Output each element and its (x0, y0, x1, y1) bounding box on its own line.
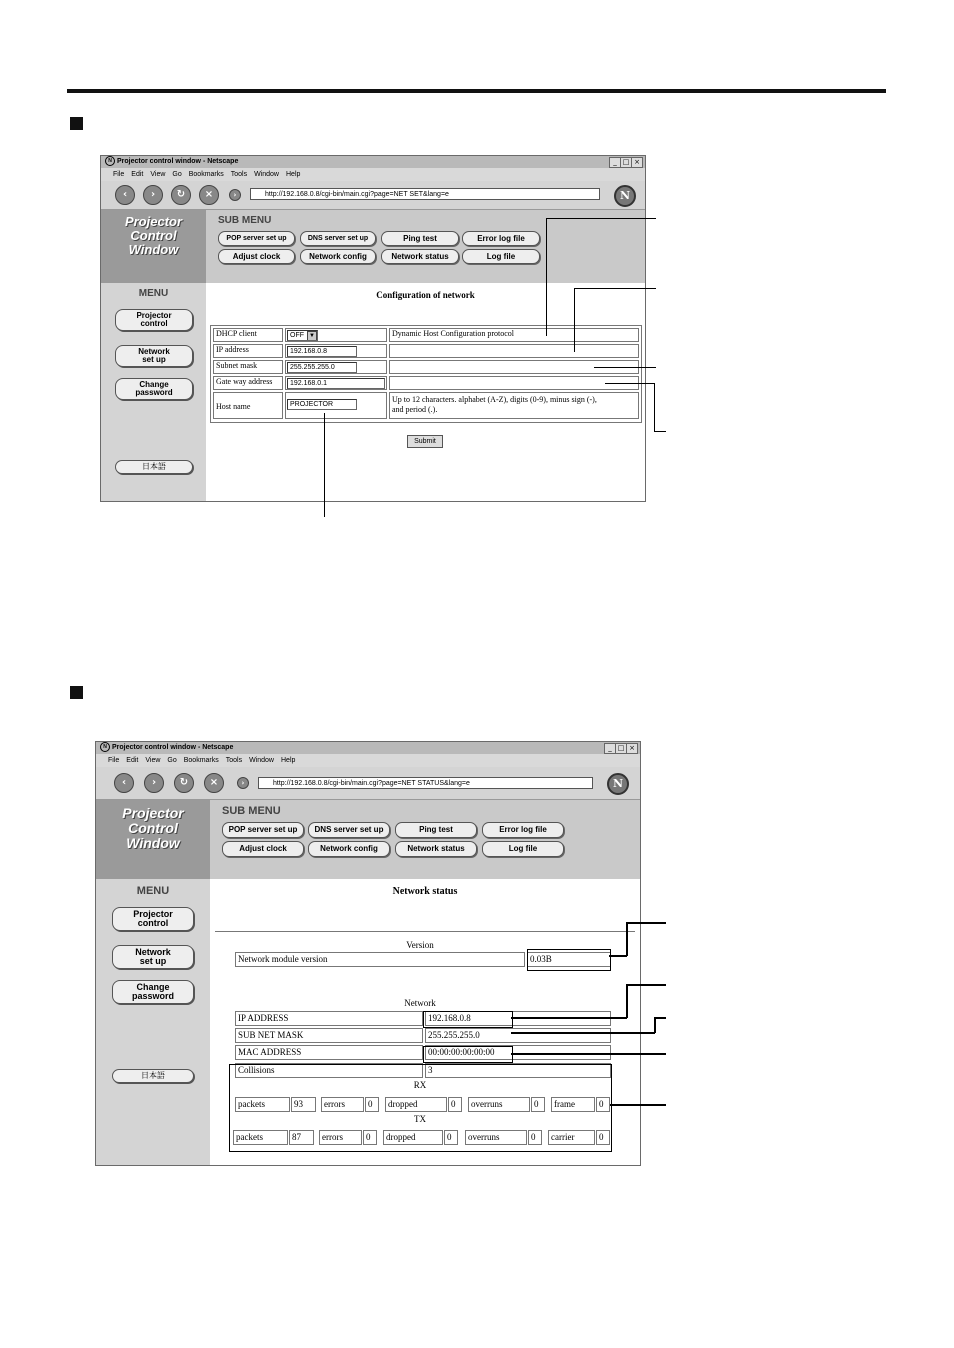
menu-window[interactable]: Window (254, 171, 279, 178)
config-title: Configuration of network (376, 290, 475, 300)
window-titlebar (96, 742, 640, 754)
highlight-box (229, 1064, 612, 1152)
tx-carrier-value: 0 (596, 1130, 610, 1145)
callout-line (574, 288, 575, 352)
back-icon[interactable]: ‹ (114, 773, 134, 793)
change-password-button[interactable] (115, 378, 193, 400)
menu-tools[interactable]: Tools (225, 757, 243, 764)
rx-frame-label: frame (551, 1097, 595, 1112)
button-line: set up (139, 956, 167, 966)
menu-edit[interactable]: Edit (131, 171, 144, 178)
projector-control-button[interactable] (112, 907, 194, 931)
dhcp-cell (285, 328, 387, 342)
callout-line (654, 431, 666, 432)
button-line: control (140, 319, 168, 328)
ping-test-button[interactable]: Ping test (381, 231, 459, 246)
menu-bar (96, 754, 640, 767)
status-title: Network status (392, 886, 458, 897)
hostname-input[interactable]: PROJECTOR (287, 399, 357, 410)
callout-line (609, 955, 627, 957)
hostname-description (389, 392, 639, 419)
forward-icon[interactable]: › (144, 773, 164, 793)
dhcp-value: OFF (290, 332, 304, 339)
tx-packets-value: 87 (289, 1130, 314, 1145)
menu-tools[interactable]: Tools (230, 171, 248, 178)
subnet-mask-label: SUB NET MASK (235, 1028, 423, 1043)
log-file-button[interactable]: Log file (462, 249, 540, 264)
rx-overruns-label: overruns (468, 1097, 530, 1112)
tx-overruns-value: 0 (528, 1130, 542, 1145)
callout-line (594, 367, 656, 368)
mac-address-label: MAC ADDRESS (235, 1045, 423, 1060)
browser-window-network-config (100, 155, 646, 502)
tx-packets-label: packets (233, 1130, 288, 1145)
ip-label: IP address (213, 344, 283, 358)
reload-icon[interactable]: ↻ (171, 185, 191, 205)
subnet-label: Subnet mask (213, 360, 283, 374)
brand-panel (96, 800, 210, 879)
callout-line (654, 1017, 656, 1033)
callout-line (511, 1032, 655, 1034)
collisions-label: Collisions (235, 1063, 423, 1078)
network-config-button[interactable]: Network config (300, 249, 376, 264)
ip-cell (285, 344, 387, 358)
tx-carrier-label: carrier (548, 1130, 595, 1145)
mac-address-value: 00:00:00:00:00:00 (425, 1045, 611, 1060)
brand-line-1: Projector (122, 805, 184, 821)
button-line: Change (136, 982, 170, 992)
submenu-panel (210, 800, 640, 879)
version-heading: Version (406, 940, 434, 950)
tx-errors-value: 0 (363, 1130, 377, 1145)
rx-overruns-value: 0 (531, 1097, 545, 1112)
menu-title: MENU (138, 288, 169, 299)
window-title: Projector control window - Netscape (117, 158, 239, 165)
close-icon[interactable]: × (626, 743, 638, 754)
netscape-logo-icon: N (100, 742, 110, 752)
callout-line (610, 1104, 666, 1106)
highlight-box (527, 949, 611, 971)
tx-heading: TX (414, 1114, 426, 1124)
brand-line-3: Window (128, 242, 179, 257)
address-bar[interactable]: http://192.168.0.8/cgi-bin/main.cgi?page=NET SET&lang=e (250, 188, 600, 200)
highlight-box (423, 1011, 513, 1028)
rx-dropped-value: 0 (448, 1097, 462, 1112)
menu-file[interactable]: File (113, 171, 125, 178)
submenu-panel (206, 210, 645, 283)
button-line: control (137, 918, 169, 928)
dhcp-description: Dynamic Host Configuration protocol (389, 328, 639, 342)
nav-toolbar (96, 767, 640, 800)
config-content (206, 283, 645, 501)
button-line: set up (142, 355, 166, 364)
address-bar[interactable]: http://192.168.0.8/cgi-bin/main.cgi?page=NET STATUS&lang=e (258, 777, 593, 789)
stop-icon[interactable]: × (204, 773, 224, 793)
button-line: password (135, 388, 173, 397)
back-icon[interactable]: ‹ (115, 185, 135, 205)
button-line: password (131, 991, 174, 1001)
section-marker-square (70, 686, 83, 699)
netscape-n-icon: N (614, 185, 636, 207)
home-icon[interactable]: › (229, 189, 241, 201)
callout-line (574, 288, 656, 289)
change-password-button[interactable] (112, 980, 194, 1004)
menu-file[interactable]: File (108, 757, 120, 764)
menu-bookmarks[interactable]: Bookmarks (188, 171, 224, 178)
menu-window[interactable]: Window (249, 757, 274, 764)
brand-line-3: Window (126, 835, 180, 851)
rx-packets-label: packets (235, 1097, 290, 1112)
rx-dropped-label: dropped (385, 1097, 447, 1112)
callout-line (605, 383, 655, 384)
menu-view[interactable]: View (150, 171, 166, 178)
divider (215, 931, 635, 932)
version-label: Network module version (235, 952, 525, 967)
netscape-logo-icon: N (105, 156, 115, 166)
netscape-n-icon: N (607, 773, 629, 795)
tx-overruns-label: overruns (465, 1130, 527, 1145)
dhcp-label: DHCP client (213, 328, 283, 342)
callout-line (626, 984, 628, 1018)
menu-help[interactable]: Help (281, 757, 296, 764)
submenu-title: SUB MENU (218, 215, 272, 226)
chevron-down-icon: ▼ (307, 331, 317, 341)
config-table (210, 325, 642, 423)
hostname-desc-line1: Up to 12 characters. alphabet (A-Z), digits (0-9), minus sign (-), (392, 395, 597, 404)
gateway-cell (285, 376, 387, 390)
reload-icon[interactable]: ↻ (174, 773, 194, 793)
left-menu (96, 879, 210, 1165)
menu-edit[interactable]: Edit (126, 757, 139, 764)
button-line: Projector (133, 909, 173, 919)
adjust-clock-button[interactable]: Adjust clock (218, 249, 295, 264)
network-status-button[interactable]: Network status (381, 249, 459, 264)
button-line: Change (139, 380, 169, 389)
brand-line-2: Control (130, 228, 177, 243)
minimize-icon[interactable]: _ (604, 743, 616, 754)
rx-packets-value: 93 (291, 1097, 316, 1112)
window-title: Projector control window - Netscape (112, 744, 234, 751)
error-log-button[interactable]: Error log file (482, 822, 564, 838)
callout-line (654, 383, 655, 431)
projector-control-button[interactable] (115, 309, 193, 331)
button-line: Network (135, 947, 171, 957)
pop-server-button[interactable]: POP server set up (218, 231, 295, 246)
hostname-cell (285, 392, 387, 419)
japanese-language-button[interactable]: 日本語 (112, 1069, 194, 1083)
adjust-clock-button[interactable]: Adjust clock (222, 841, 304, 857)
window-titlebar (101, 156, 645, 168)
menu-bookmarks[interactable]: Bookmarks (183, 757, 219, 764)
button-line: Network (138, 347, 170, 356)
callout-line (626, 922, 666, 924)
subnet-input[interactable]: 255.255.255.0 (287, 362, 357, 373)
minimize-icon[interactable]: _ (609, 157, 621, 168)
japanese-language-button[interactable]: 日本語 (115, 460, 193, 474)
tx-dropped-value: 0 (444, 1130, 458, 1145)
pop-server-button[interactable]: POP server set up (222, 822, 304, 838)
close-icon[interactable]: × (631, 157, 643, 168)
top-rule (67, 89, 886, 93)
submit-button-visual[interactable]: Submit (407, 435, 443, 448)
callout-line (626, 984, 666, 986)
forward-icon[interactable]: › (143, 185, 163, 205)
ping-test-button[interactable]: Ping test (395, 822, 477, 838)
subnet-cell (285, 360, 387, 374)
left-menu (101, 283, 206, 501)
gateway-description (389, 376, 639, 390)
maximize-icon[interactable]: □ (620, 157, 632, 168)
dns-server-button[interactable]: DNS server set up (300, 231, 376, 246)
maximize-icon[interactable]: □ (615, 743, 627, 754)
callout-line (546, 218, 656, 219)
callout-line (324, 413, 325, 517)
version-value: 0.03B (527, 952, 611, 967)
collisions-value: 3 (425, 1063, 611, 1078)
callout-line (654, 1017, 666, 1019)
gateway-input[interactable]: 192.168.0.1 (287, 378, 385, 389)
home-icon[interactable]: › (237, 777, 249, 789)
network-setup-button[interactable] (112, 945, 194, 969)
menu-go[interactable]: Go (167, 757, 177, 764)
tx-errors-label: errors (319, 1130, 362, 1145)
network-heading: Network (404, 998, 436, 1008)
network-status-button[interactable]: Network status (395, 841, 477, 857)
menu-help[interactable]: Help (286, 171, 301, 178)
brand-line-2: Control (128, 820, 178, 836)
stop-icon[interactable]: × (199, 185, 219, 205)
network-setup-button[interactable] (115, 345, 193, 367)
gateway-label: Gate way address (213, 376, 283, 390)
error-log-button[interactable]: Error log file (462, 231, 540, 246)
highlight-box (423, 1046, 513, 1063)
log-file-button[interactable]: Log file (482, 841, 564, 857)
dhcp-select[interactable] (287, 330, 318, 341)
nav-toolbar (101, 181, 645, 210)
tx-dropped-label: dropped (383, 1130, 443, 1145)
section-marker-square (70, 117, 83, 130)
callout-line (511, 1053, 666, 1055)
menu-title: MENU (136, 885, 170, 897)
network-config-button[interactable]: Network config (308, 841, 390, 857)
brand-line-1: Projector (124, 214, 183, 229)
rx-errors-value: 0 (365, 1097, 379, 1112)
button-line: Projector (136, 311, 172, 320)
callout-line (546, 218, 547, 336)
subnet-mask-value: 255.255.255.0 (425, 1028, 611, 1043)
rx-frame-value: 0 (596, 1097, 610, 1112)
ip-address-value: 192.168.0.8 (425, 1011, 611, 1026)
callout-line (626, 922, 628, 956)
hostname-label: Host name (213, 392, 283, 419)
menu-view[interactable]: View (145, 757, 161, 764)
ip-input[interactable]: 192.168.0.8 (287, 346, 357, 357)
hostname-desc-line2: and period (.). (392, 405, 438, 414)
submenu-title: SUB MENU (222, 805, 281, 817)
rx-errors-label: errors (321, 1097, 364, 1112)
callout-line (511, 1017, 627, 1019)
dns-server-button[interactable]: DNS server set up (308, 822, 390, 838)
menu-go[interactable]: Go (172, 171, 182, 178)
ip-description (389, 344, 639, 358)
brand-panel (101, 210, 206, 283)
ip-address-label: IP ADDRESS (235, 1011, 423, 1026)
menu-bar (101, 168, 645, 181)
rx-heading: RX (413, 1080, 427, 1090)
